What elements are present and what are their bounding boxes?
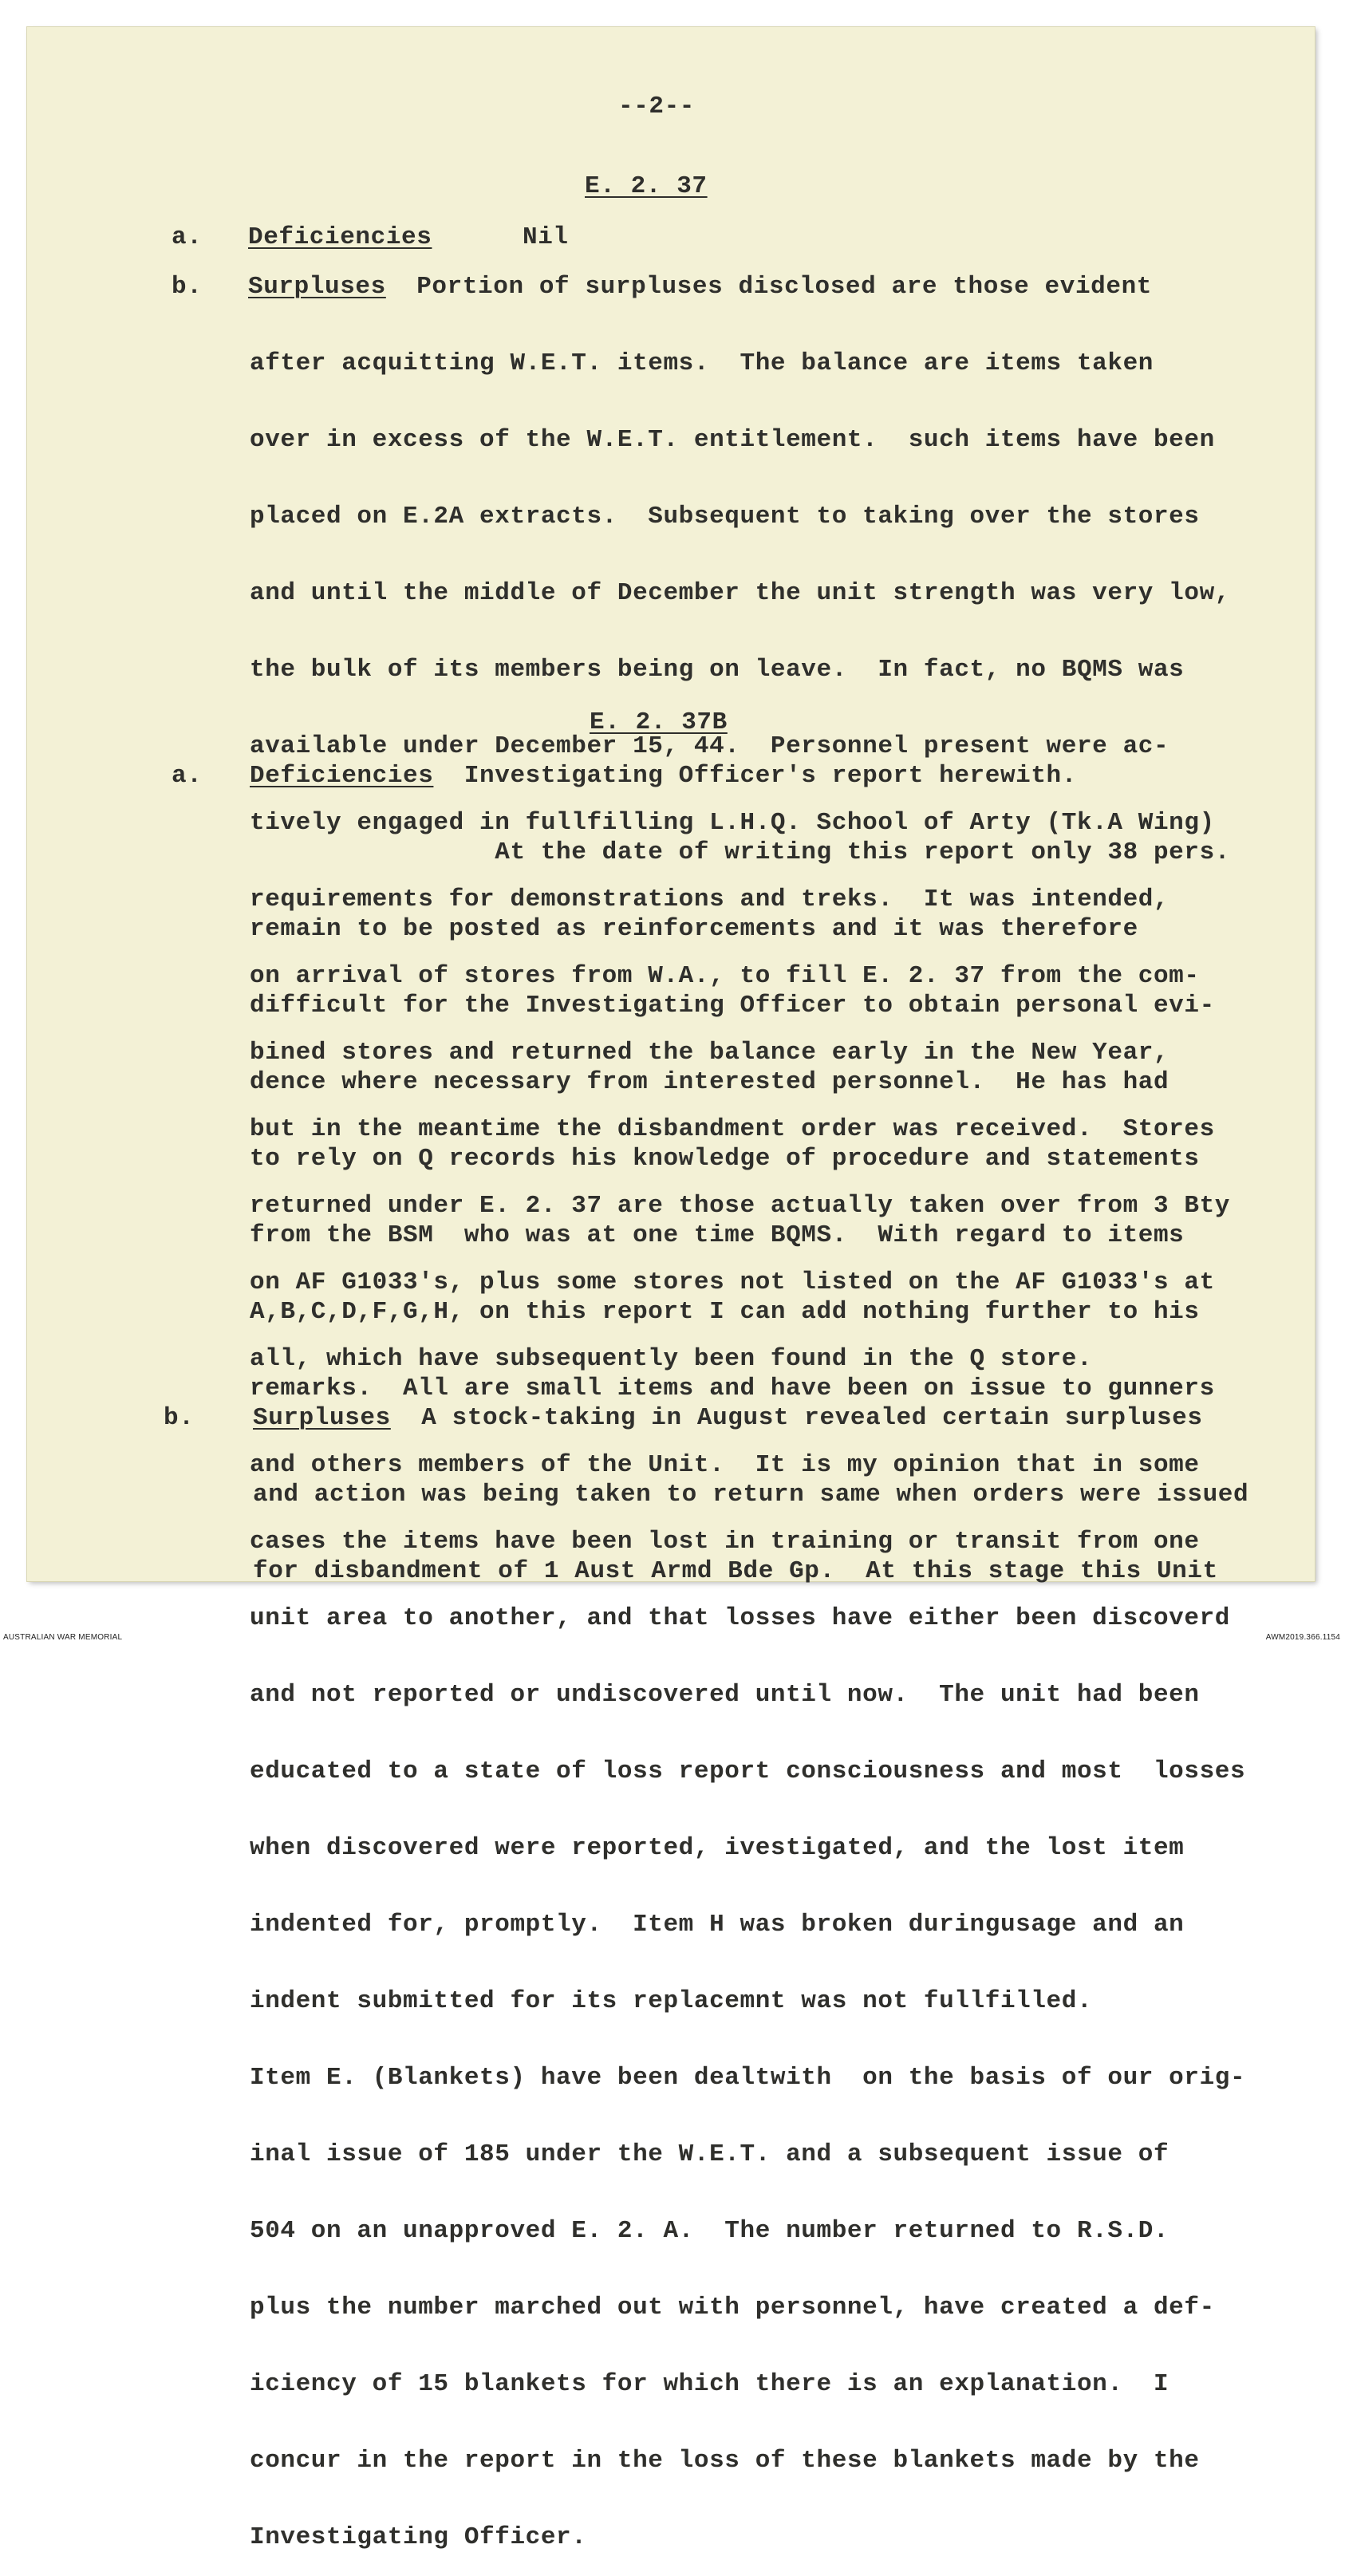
paragraph-line: and not reported or undiscovered until now. The unit had been [250, 1681, 1200, 1709]
paragraph-line: iciency of 15 blankets for which there is an explanation. I [250, 2370, 1169, 2398]
paragraph-line: A,B,C,D,F,G,H, on this report I can add nothing further to his [250, 1298, 1200, 1326]
paragraph-line: to rely on Q records his knowledge of procedure and statements [250, 1145, 1200, 1173]
paragraph-line: the bulk of its members being on leave. In fact, no BQMS was [250, 656, 1185, 684]
paragraph-body [250, 789, 1245, 2576]
archive-reference: AWM2019.366.1154 [1265, 1633, 1340, 1642]
paragraph-line: indented for, promptly. Item H was broken duringusage and an [250, 1911, 1185, 1939]
paragraph-line: placed on E.2A extracts. Subsequent to taking over the stores [250, 503, 1200, 531]
section-heading-e2-37b: E. 2. 37B [590, 708, 728, 736]
item-inline-text: A stock-taking in August revealed certain surpluses [421, 1404, 1203, 1432]
paragraph-line: from the BSM who was at one time BQMS. With regard to items [250, 1221, 1185, 1249]
paragraph-line: difficult for the Investigating Officer to obtain personal evi- [250, 992, 1215, 1020]
paragraph-line: remain to be posted as reinforcements and it was therefore [250, 915, 1138, 943]
paragraph-line: and until the middle of December the unit strength was very low, [250, 579, 1230, 607]
paragraph-line: educated to a state of loss report consciousness and most losses [250, 1757, 1246, 1785]
paragraph-line: requirements for demonstrations and treks. It was intended, [250, 886, 1169, 913]
paragraph-line: all, which have subsequently been found in the Q store. [250, 1345, 1093, 1373]
paragraph-line: Item E. (Blankets) have been dealtwith on the basis of our orig- [250, 2064, 1246, 2092]
paragraph-line: on arrival of stores from W.A., to fill E. 2. 37 from the com- [250, 962, 1200, 990]
item-first-line [253, 1406, 1203, 1431]
paragraph-line: dence where necessary from interested personnel. He has had [250, 1068, 1169, 1096]
paragraph-line: unit area to another, and that losses have either been discoverd [250, 1604, 1230, 1632]
paragraph-line: returned under E. 2. 37 are those actually taken over from 3 Bty [250, 1192, 1230, 1220]
item-marker: a. [172, 762, 203, 790]
paragraph-line: At the date of writing this report only 38 pers. [250, 838, 1230, 866]
paragraph-line: when discovered were reported, ivestigated, and the lost item [250, 1834, 1185, 1862]
paragraph-line: for disbandment of 1 Aust Armd Bde Gp. At this stage this Unit [253, 1557, 1218, 1585]
page-number: --2-- [618, 93, 696, 120]
paragraph-line: concur in the report in the loss of these blankets made by the [250, 2447, 1200, 2475]
item-marker: a. [172, 223, 203, 251]
paragraph-line: plus the number marched out with personnel, have created a def- [250, 2294, 1215, 2322]
item-inline-text: Portion of surpluses disclosed are those evident [416, 273, 1152, 301]
item-label-deficiencies: Deficiencies [248, 223, 432, 251]
paragraph-line: over in excess of the W.E.T. entitlement. such items have been [250, 426, 1215, 454]
paragraph-line: tively engaged in fullfilling L.H.Q. School of Arty (Tk.A Wing) [250, 809, 1215, 837]
item-first-line [248, 274, 1152, 300]
paragraph-line: and action was being taken to return same when orders were issued [253, 1481, 1249, 1509]
paragraph-line: cases the items have been lost in training or transit from one [250, 1528, 1200, 1556]
paragraph-line: 504 on an unapproved E. 2. A. The number returned to R.S.D. [250, 2217, 1169, 2245]
item-inline-text: Investigating Officer's report herewith. [463, 762, 1077, 790]
paragraph-body [253, 1431, 1248, 1610]
item-first-line [250, 763, 1077, 789]
item-marker: b. [164, 1404, 195, 1432]
item-label-deficiencies: Deficiencies [250, 762, 434, 790]
paragraph-line: inal issue of 185 under the W.E.T. and a subsequent issue of [250, 2140, 1169, 2168]
item-label-surpluses: Surpluses [253, 1404, 391, 1432]
item-inline-text: Nil [523, 223, 569, 251]
paragraph-line: Investigating Officer. [250, 2523, 587, 2551]
paragraph-line: indent submitted for its replacemnt was not fullfilled. [250, 1987, 1093, 2015]
paragraph-line: and others members of the Unit. It is my opinion that in some [250, 1451, 1200, 1479]
paragraph-line: after acquitting W.E.T. items. The balance are items taken [250, 349, 1154, 377]
paragraph-line: remarks. All are small items and have been on issue to gunners [250, 1375, 1215, 1402]
paragraph-line: bined stores and returned the balance early in the New Year, [250, 1039, 1169, 1067]
section-heading-e2-37: E. 2. 37 [585, 172, 708, 200]
item-marker: b. [172, 273, 203, 301]
paragraph-line: on AF G1033's, plus some stores not listed on the AF G1033's at [250, 1268, 1215, 1296]
item-label-surpluses: Surpluses [248, 273, 386, 301]
paragraph-line: but in the meantime the disbandment order was received. Stores [250, 1115, 1215, 1143]
paragraph-line: available under December 15, 44. Personnel present were ac- [250, 732, 1169, 760]
archive-credit: AUSTRALIAN WAR MEMORIAL [3, 1633, 123, 1642]
